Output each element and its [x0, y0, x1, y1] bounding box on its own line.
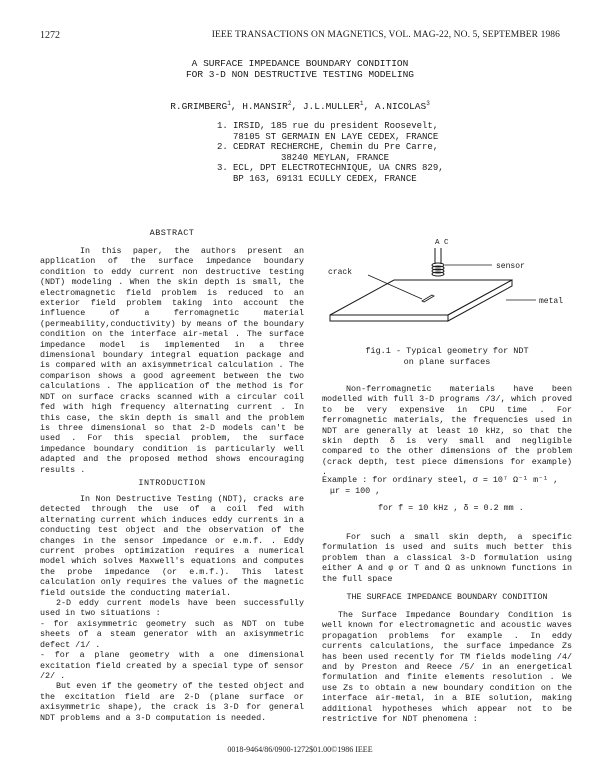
metal-plate [330, 280, 512, 321]
journal-header: IEEE TRANSACTIONS ON MAGNETICS, VOL. MAG-22, NO. 5, SEPTEMBER 1986 [211, 30, 560, 40]
paragraph: Non-ferromagnetic materials have been modelled with full 3-D programs /3/, which proved to be very expensive in CPU time . For ferromagnetic materials, the frequencies used in NDT are generally at least 10 kHz, so that the skin depth δ is very small and negligible compared to the other dimensions of the problem (crack depth, test piece dimensions for example) . [322, 384, 572, 478]
page-number: 1272 [40, 30, 60, 41]
affiliation-number: 3. [217, 163, 228, 173]
title-line-1: A SURFACE IMPEDANCE BOUNDARY CONDITION [191, 58, 409, 69]
crack-label: crack [328, 268, 353, 277]
affiliation-line: IRSID, 185 rue du president Roosevelt, [233, 121, 439, 131]
bullet-item: - for a plane geometry with a one dimensional excitation field created by a special type of sensor /2/ . [40, 650, 304, 681]
sensor-label: sensor [496, 262, 525, 271]
metal-label: metal [539, 297, 564, 306]
figure-caption [322, 346, 572, 367]
ac-label: A C [435, 239, 449, 247]
author-affil-mark: 2 [287, 100, 292, 107]
example-line: for f = 10 kHz , δ = 0.2 mm . [378, 503, 524, 513]
example-line: μr = 100 , [330, 486, 381, 496]
author-name: A.NICOLAS [374, 101, 427, 113]
affiliation [217, 121, 517, 142]
author-affil-mark: 1 [359, 100, 364, 107]
author-name: H.MANSIR [242, 101, 288, 113]
paper-title [0, 58, 600, 80]
paragraph: 2-D eddy current models have been successfully used in two situations : [40, 598, 304, 619]
author-name: R.GRIMBERG [170, 101, 228, 113]
introduction-body [40, 494, 304, 723]
paragraph: In Non Destructive Testing (NDT), cracks are detected through the use of a coil fed with alternating current which induces eddy currents in a conducting test object and the observation of the changes in the sensor impedance or e.m.f. . Eddy current probes optimization requires a numerical model which solves Maxwell's equations and computes the probe impedance (or e.m.f.). This latest calculation only requires the values of the magnetic field outside the conducting material. [40, 494, 304, 598]
affiliation-line: ECL, DPT ELECTROTECHNIQUE, UA CNRS 829, [233, 163, 444, 173]
bullet-item: - for axisymmetric geometry such as NDT on tube sheets of a steam generator with an axisymmetric defect /1/ . [40, 618, 304, 650]
author-affil-mark: 3 [426, 100, 430, 107]
copyright-footer: 0018-9464/86/0900-1272$01.00©1986 IEEE [227, 745, 373, 754]
paragraph: The Surface Impedance Boundary Condition is well known for electromagnetic and acoustic waves propagation problems for example . In eddy currents calculations, the surface impedance Zs has been used recently for TM fields modeling /4/ and by Preston and Reece /5/ in an energetical formulation and finite elements resolution . We use Zs to obtain a new boundary condition on the interface air-metal, in a BIE solution, making additional hypotheses which appear not to be restrictive for NDT phenomena : [322, 610, 572, 725]
paragraph: For such a small skin depth, a specific formulation is used and suits much better this problem than a classical 3-D formulation using either A and φ or T and Ω as unknown functions in the full space [322, 532, 572, 584]
abstract-heading: ABSTRACT [149, 228, 195, 238]
author-affil-mark: 1 [227, 100, 231, 107]
affiliation-number: 1. [217, 121, 228, 131]
abstract-text: In this paper, the authors present an application of the surface impedance boundary condition to eddy current non destructive testing (NDT) modeling . When the skin depth is small, the electromagnetic field problem is reduced to an exterior field problem taking into account the influence of a ferromagnetic material (permeability,conductivity) by means of the boundary condition on the interface air-metal . The surface impedance model is implemented in a three dimensional boundary integral equation package and is compared with an axisymmetrical calculation . The comparison shows a good agreement between the two calculations . The application of the method is for NDT on surface cracks scanned with a circular coil fed with high frequency alternating current . In this case, the skin depth is small and the problem is three dimensional so that 2-D models can't be used . For this special problem, the surface impedance boundary condition is particularly well adapted and the proposed method shows encouraging results . [40, 246, 304, 475]
title-line-2: FOR 3-D NON DESTRUCTIVE TESTING MODELING [185, 69, 415, 80]
affiliation-number: 2. [217, 142, 228, 152]
affiliation [217, 142, 517, 163]
caption-line: on plane surfaces [403, 356, 491, 367]
section-heading: THE SURFACE IMPEDANCE BOUNDARY CONDITION [346, 592, 548, 602]
coil-sensor-icon [432, 263, 444, 276]
figure-1 [322, 228, 582, 348]
affiliation [217, 163, 517, 184]
paragraph: But even if the geometry of the tested object and the excitation field are 2-D (plane surface or axisymmetric shape), the crack is 3-D for general NDT problems and a 3-D computation is needed. [40, 681, 304, 723]
example-block [322, 475, 572, 514]
author-list: R.GRIMBERG$^1$, H.MANSIR$^2$, J.L.MULLER$^1$, A.NICOLAS$^3$ [170, 100, 430, 113]
author-name: J.L.MULLER [302, 101, 360, 113]
affiliations [217, 121, 517, 184]
introduction-heading: INTRODUCTION [138, 478, 206, 488]
example-line: Example : for ordinary steel, σ = 10⁷ Ω⁻¹ m⁻¹ , [322, 475, 559, 485]
caption-line: fig.1 - Typical geometry for NDT [365, 346, 529, 356]
affiliation-line: 38240 MEYLAN, FRANCE [281, 152, 390, 163]
affiliation-line: BP 163, 69131 ECULLY CEDEX, FRANCE [233, 173, 417, 184]
affiliation-line: 78105 ST GERMAIN EN LAYE CEDEX, FRANCE [233, 131, 439, 142]
affiliation-line: CEDRAT RECHERCHE, Chemin du Pre Carre, [233, 142, 439, 152]
